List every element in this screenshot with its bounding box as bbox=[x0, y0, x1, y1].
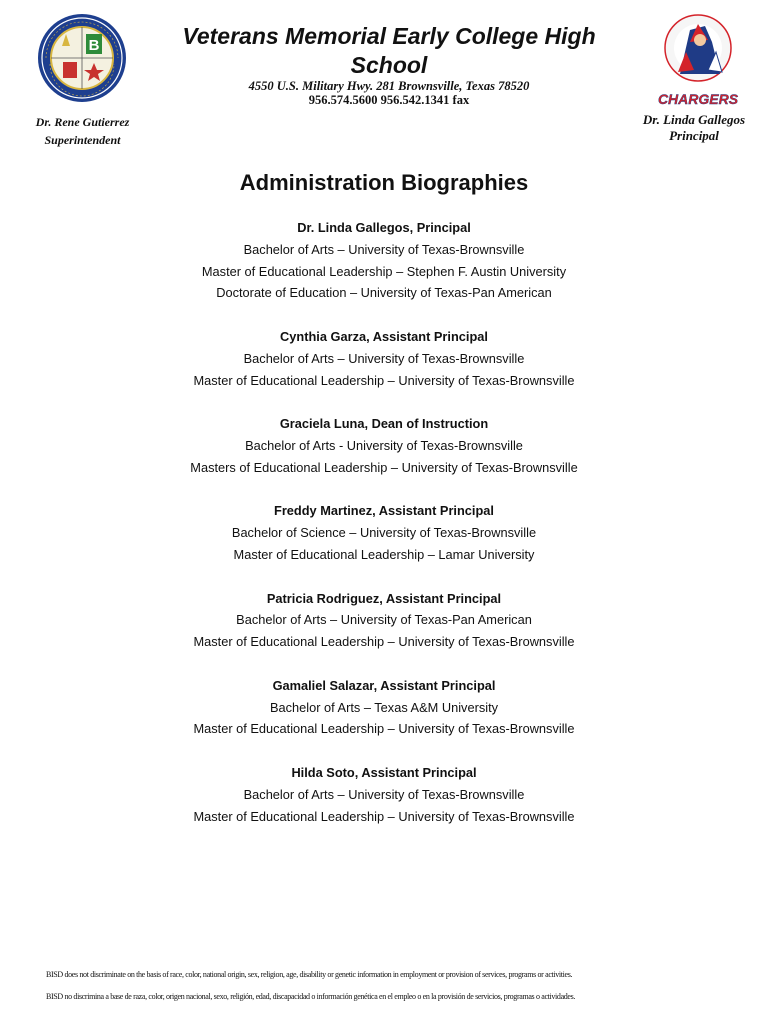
superintendent-block bbox=[20, 113, 145, 149]
bio-degree: Doctorate of Education – University of Texas-Pan American bbox=[216, 285, 552, 301]
bio-name: Dr. Linda Gallegos, Principal bbox=[297, 220, 471, 235]
principal-title: Principal bbox=[669, 128, 719, 143]
bio-degree: Master of Educational Leadership – Stephen F. Austin University bbox=[201, 263, 567, 279]
school-phone-fax: 956.574.5600 956.542.1341 fax bbox=[308, 93, 470, 107]
bio-entry bbox=[0, 326, 768, 391]
bio-name: Patricia Rodriguez, Assistant Principal bbox=[266, 590, 502, 606]
bio-name: Graciela Luna, Dean of Instruction bbox=[279, 416, 489, 432]
principal-name: Dr. Linda Gallegos bbox=[642, 112, 746, 127]
bio-name: Gamaliel Salazar, Assistant Principal bbox=[272, 677, 496, 693]
bio-entry bbox=[0, 675, 768, 740]
bio-entry bbox=[0, 413, 768, 478]
bio-degree: Master of Educational Leadership – Lamar University bbox=[233, 546, 535, 562]
bio-degree: Master of Educational Leadership – University of Texas-Brownsville bbox=[193, 808, 575, 824]
school-name: Veterans Memorial Early College High School bbox=[182, 23, 596, 78]
page-title: Administration Biographies bbox=[239, 170, 529, 195]
nondiscrimination-english: BISD does not discriminate on the basis of race, color, national origin, sex, religion, age, disability or genetic information in employment or provision of services, programs or activities. bbox=[46, 970, 573, 979]
svg-text:B: B bbox=[88, 37, 100, 54]
bio-entry bbox=[0, 217, 768, 304]
bio-degree: Bachelor of Arts – University of Texas-Brownsville bbox=[243, 350, 525, 366]
bio-entry bbox=[0, 762, 768, 827]
school-address: 4550 U.S. Military Hwy. 281 Brownsville, Texas 78520 bbox=[248, 79, 530, 93]
chargers-mascot-icon bbox=[650, 12, 746, 108]
bio-degree: Bachelor of Science – University of Texas-Brownsville bbox=[231, 525, 537, 541]
bio-entry bbox=[0, 500, 768, 565]
bio-list bbox=[0, 217, 768, 849]
bio-degree: Master of Educational Leadership – University of Texas-Brownsville bbox=[193, 372, 575, 388]
bio-degree: Bachelor of Arts – University of Texas-Pan American bbox=[236, 612, 532, 628]
principal-block bbox=[630, 112, 758, 144]
bio-name: Hilda Soto, Assistant Principal bbox=[291, 764, 477, 780]
bio-name: Freddy Martinez, Assistant Principal bbox=[274, 503, 494, 519]
superintendent-name: Dr. Rene Gutierrez bbox=[35, 115, 130, 129]
bio-degree: Bachelor of Arts – University of Texas-Brownsville bbox=[243, 786, 525, 802]
bio-degree: Master of Educational Leadership – University of Texas-Brownsville bbox=[193, 634, 575, 650]
bio-degree: Bachelor of Arts - University of Texas-Brownsville bbox=[245, 437, 523, 453]
nondiscrimination-spanish: BISD no discrimina a base de raza, color, origen nacional, sexo, religión, edad, discapacidad o información genética en el empleo o en la provisión de servicios, programas o actividades. bbox=[46, 992, 576, 1001]
bio-degree: Masters of Educational Leadership – University of Texas-Brownsville bbox=[190, 459, 578, 475]
bio-name: Cynthia Garza, Assistant Principal bbox=[280, 328, 488, 344]
bio-degree: Bachelor of Arts – University of Texas-Brownsville bbox=[243, 241, 525, 257]
superintendent-title: Superintendent bbox=[44, 133, 121, 147]
bio-entry bbox=[0, 588, 768, 653]
bio-degree: Master of Educational Leadership – University of Texas-Brownsville bbox=[193, 721, 575, 737]
bio-degree: Bachelor of Arts – Texas A&M University bbox=[269, 699, 499, 715]
seal-icon bbox=[36, 12, 128, 104]
mascot-text: CHARGERS bbox=[657, 91, 739, 107]
